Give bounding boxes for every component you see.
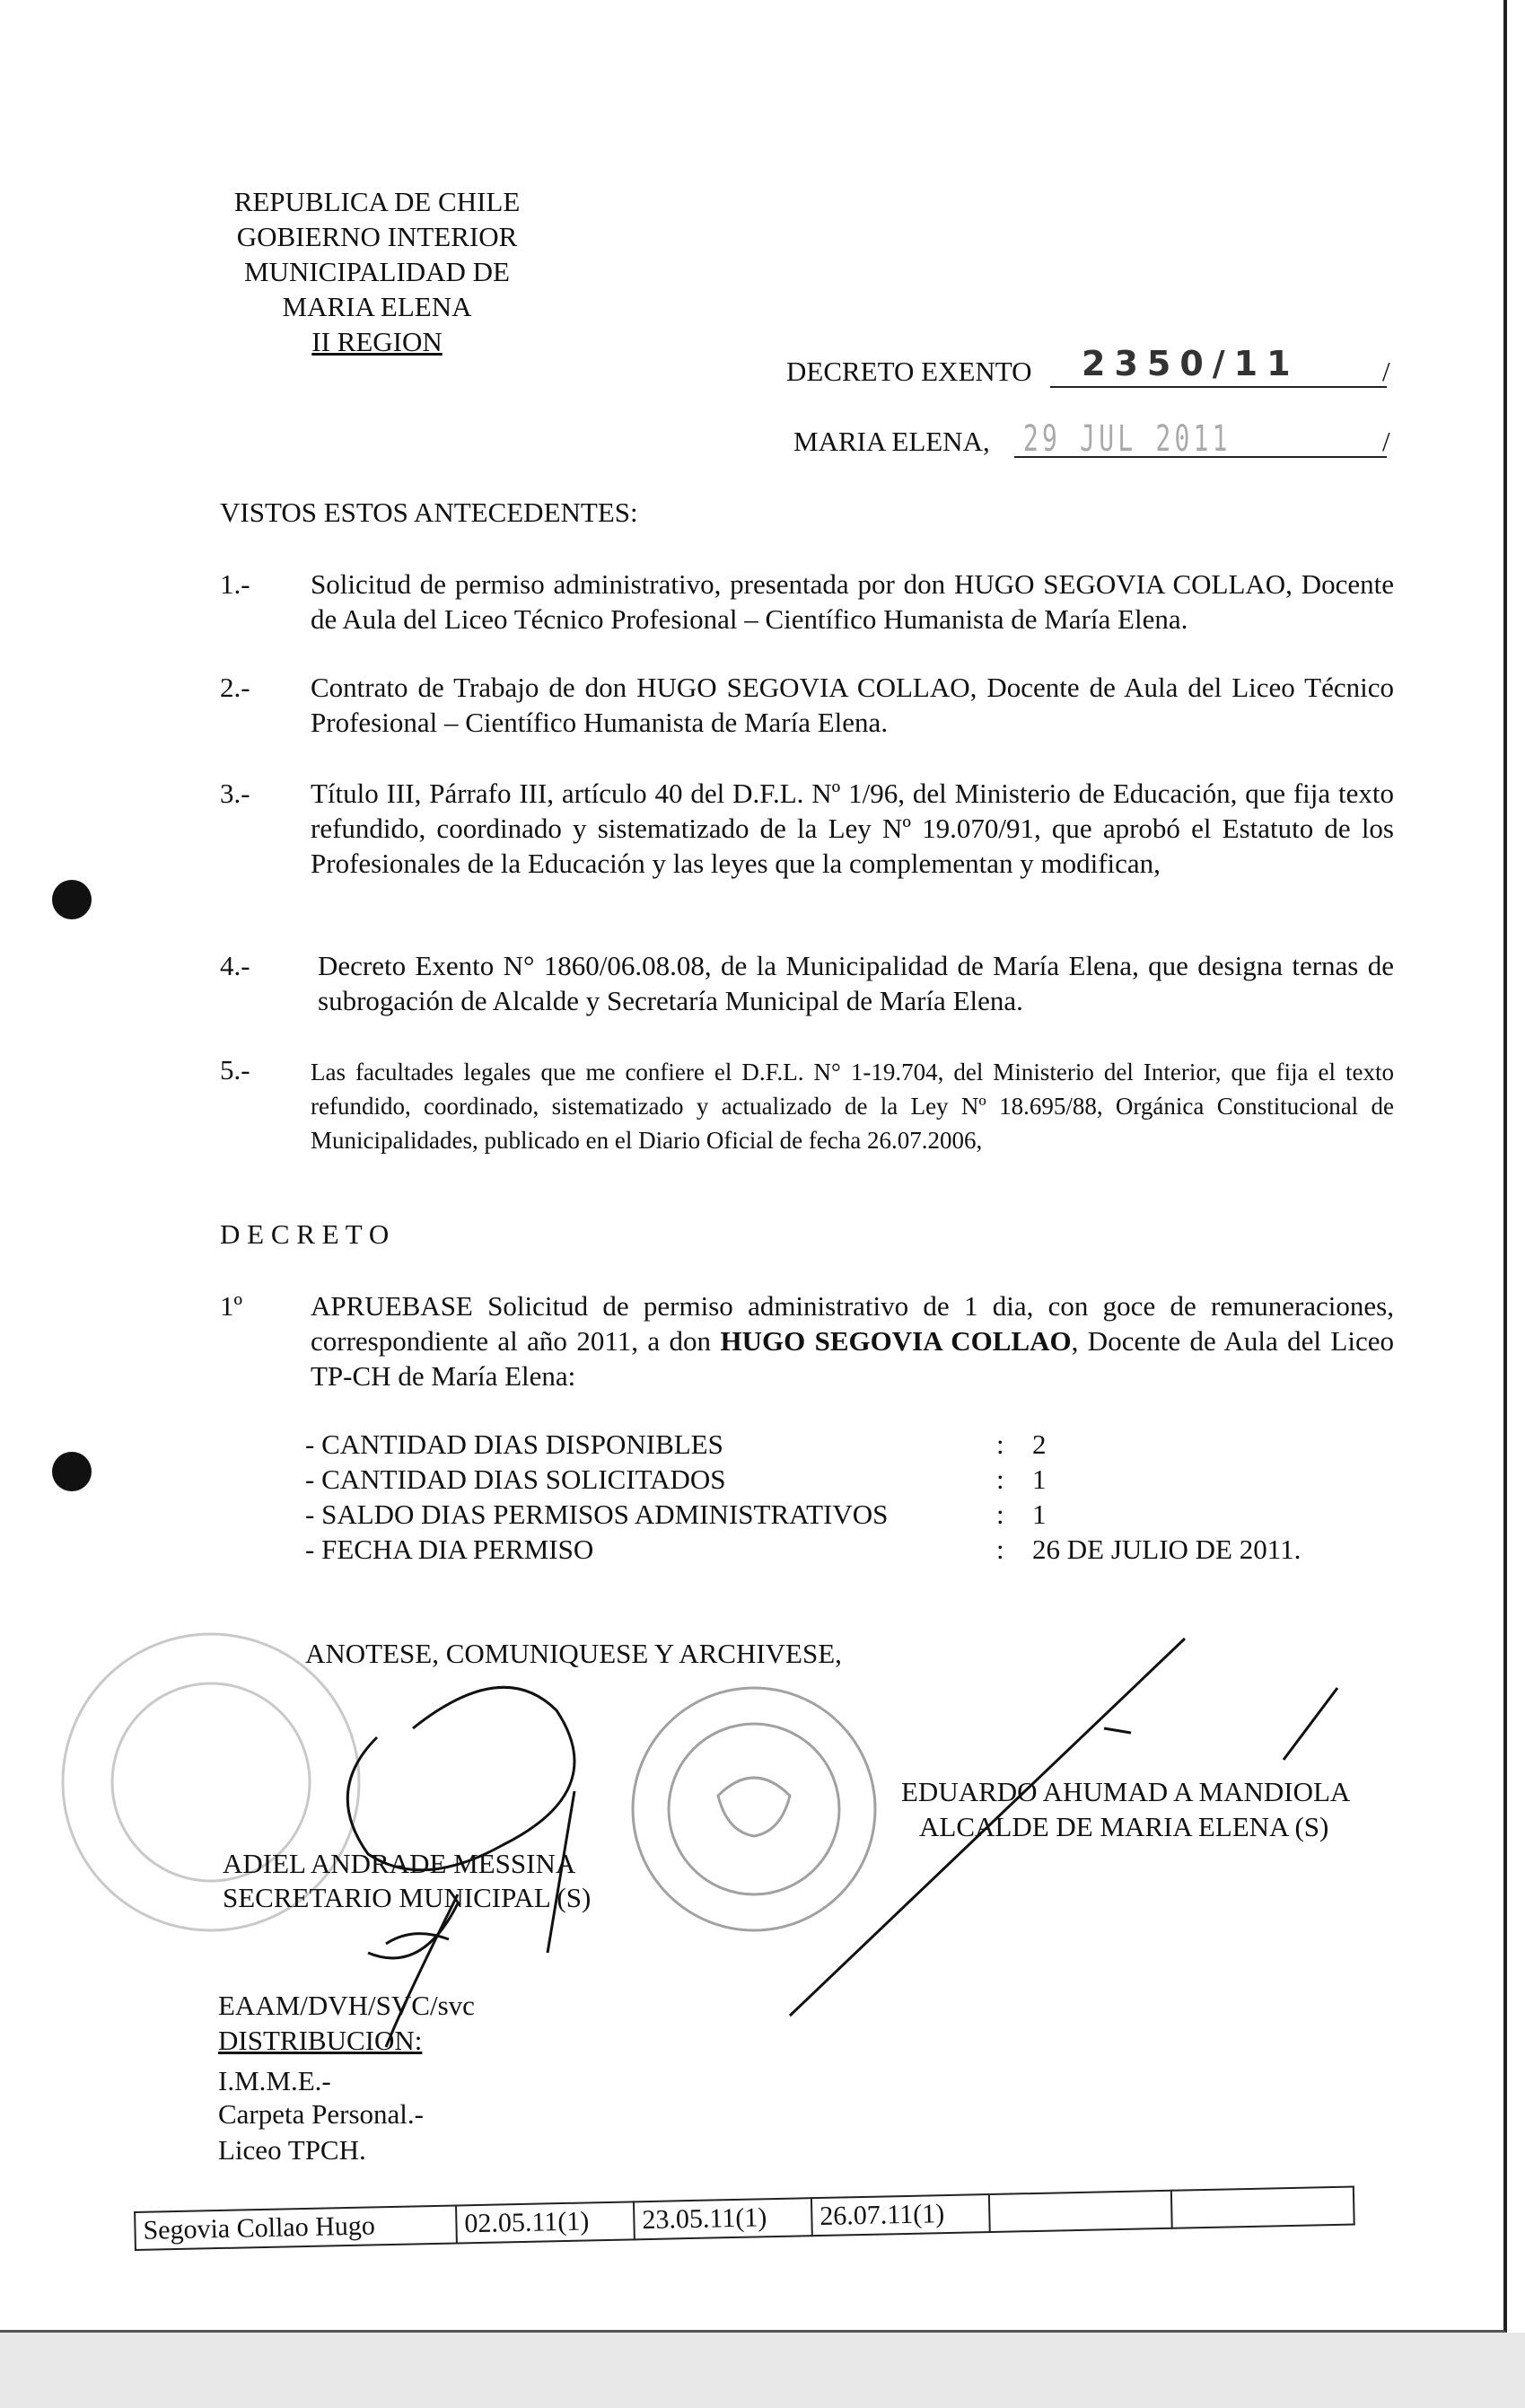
alcalde-name: EDUARDO AHUMAD A MANDIOLA [901,1776,1351,1807]
item-number: 3.- [220,778,250,809]
initials: EAAM/DVH/SVC/svc [218,1990,475,2021]
distribution-item: Liceo TPCH. [218,2134,366,2166]
letterhead-line: MARIA ELENA [282,291,472,322]
closing-text: ANOTESE, COMUNIQUESE Y ARCHIVESE, [305,1638,842,1669]
place-label: MARIA ELENA, [793,426,990,457]
letterhead-line: II REGION [311,326,443,357]
vistos-item: Las facultades legales que me confiere el D.F.L. N° 1-19.704, del Ministerio del Interior, que fija el texto refundido, coordinado, sistematizado y actualizado de la Ley Nº 18.695/88, Orgánica Constitucional de Municipalidades, publicado en el Diario Oficial de fecha 26.07.2006, [311,1059,1394,1154]
decreto-title: D E C R E T O [220,1218,390,1250]
distribution-title: DISTRIBUCION: [218,2025,423,2056]
distribution-item: I.M.M.E.- [218,2065,331,2096]
record-name: Segovia Collao Hugo [135,2205,457,2249]
letterhead-line: REPUBLICA DE CHILE [233,186,521,217]
record-date: 26.07.11(1) [811,2194,990,2236]
vistos-item: Título III, Párrafo III, artículo 40 del D.F.L. Nº 1/96, del Ministerio de Educación, que fija texto refundido, coordinado y sistematizado de la Ley Nº 19.070/91, que aprobó el Estatuto de los Profesionales de la Educación y las leyes que la complementan y modifican, [311,778,1394,879]
record-date [989,2191,1172,2232]
item-number: 1.- [220,568,250,600]
letterhead-line: MUNICIPALIDAD DE [244,256,510,287]
distribution-item: Carpeta Personal.- [218,2098,424,2130]
record-date: 02.05.11(1) [456,2201,635,2243]
date-stamp: 29 JUL 2011 [1023,418,1231,460]
alcalde-title: ALCALDE DE MARIA ELENA (S) [919,1811,1329,1842]
vistos-item: Solicitud de permiso administrativo, presentada por don HUGO SEGOVIA COLLAO, Docente de Aula del Liceo Técnico Profesional – Científico Humanista de María Elena. [311,568,1394,635]
item-number: 2.- [220,672,250,703]
record-date [1171,2187,1354,2228]
vistos-item: Decreto Exento N° 1860/06.08.08, de la Municipalidad de María Elena, que designa ternas de subrogación de Alcalde y Secretaría Municipal de María Elena. [318,950,1394,1016]
vistos-title: VISTOS ESTOS ANTECEDENTES: [220,497,638,528]
item-number: 5.- [220,1054,250,1085]
decree-label: DECRETO EXENTO [786,356,1032,387]
letterhead-line: GOBIERNO INTERIOR [236,221,518,252]
article-text: APRUEBASE Solicitud de permiso administrativo de 1 dia, con goce de remuneraciones, correspondiente al año 2011, a don HUGO SEGOVIA COLLAO, Docente de Aula del Liceo TP-CH de María Elena: [311,1290,1394,1392]
secretario-title: SECRETARIO MUNICIPAL (S) [223,1882,592,1913]
item-number: 4.- [220,950,250,981]
alcaldia-stamp [633,1688,875,1930]
permit-summary: - CANTIDAD DIAS DISPONIBLES : 2 - CANTIDAD DIAS SOLICITADOS : 1 - SALDO DIAS PERMISOS ADMINISTRATIVOS : 1 - FECHA DIA PERMISO : 26 DE JULIO DE 2011. [305,1428,1302,1565]
vistos-item: Contrato de Trabajo de don HUGO SEGOVIA COLLAO, Docente de Aula del Liceo Técnico Profesional – Científico Humanista de María Elena. [311,672,1394,738]
decree-number: 2350/11 [1082,344,1300,383]
record-date: 23.05.11(1) [634,2198,812,2239]
article-number: 1º [220,1290,243,1322]
secretario-name: ADIEL ANDRADE MESSINA [223,1848,576,1879]
